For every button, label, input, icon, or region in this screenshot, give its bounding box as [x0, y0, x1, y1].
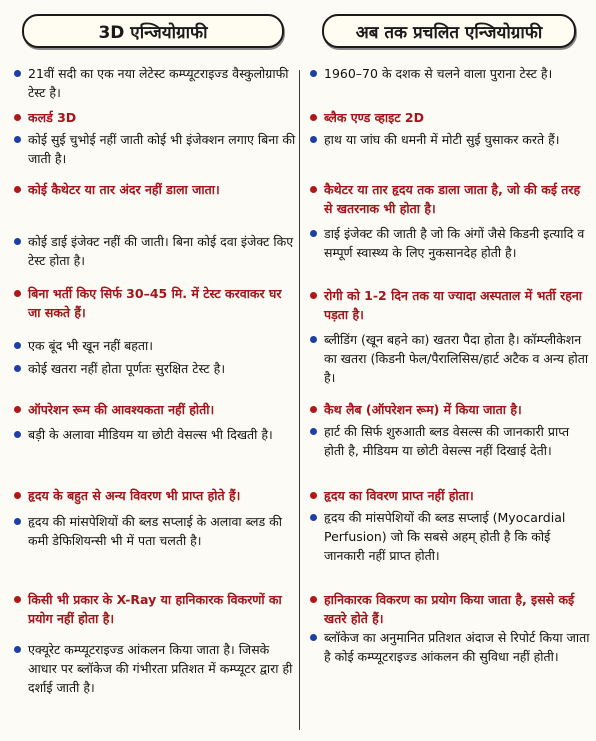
- bullet-icon: [14, 114, 21, 121]
- right-list-item: [302, 330, 592, 387]
- right-list-item: [302, 628, 592, 666]
- right-item-text: कैथेटर या तार हृदय तक डाला जाता है, जो की कई तरह से खतरनाक भी होता है।: [324, 182, 581, 216]
- right-list-item: [302, 400, 592, 419]
- left-item-text: कोई खतरा नहीं होता पूर्णतः सुरक्षित टेस्ट है।: [28, 361, 226, 376]
- left-item-text: कोई सुई चुभोई नहीं जाती कोई भी इंजेक्शन लगाए बिना की जाती है।: [28, 132, 296, 166]
- bullet-icon: [14, 431, 21, 438]
- right-list-item: [302, 486, 592, 505]
- bullet-icon: [310, 292, 317, 299]
- left-item-text: बड़ी के अलावा मीडियम या छोटी वेसल्स भी दिखती है।: [28, 427, 273, 442]
- bullet-icon: [14, 342, 21, 349]
- right-list-item: [302, 508, 592, 565]
- right-list-item: [302, 224, 592, 262]
- bullet-icon: [14, 646, 21, 653]
- left-list-item: [6, 359, 298, 378]
- left-list-item: [6, 284, 298, 322]
- right-list-item: [302, 108, 592, 127]
- left-item-text: कोई कैथेटर या तार अंदर नहीं डाला जाता।: [28, 182, 220, 197]
- right-list-item: [302, 64, 592, 83]
- right-item-text: हाथ या जांघ की धमनी में मोटी सुई घुसाकर करते हैं।: [324, 132, 560, 147]
- right-item-text: डाई इंजेक्ट की जाती है जो कि अंगों जैसे किडनी इत्यादि व सम्पूर्ण स्वास्थ्य के लिए नुकसानदेह होती है।: [324, 226, 585, 260]
- bullet-icon: [14, 186, 21, 193]
- left-item-text: ऑपरेशन रूम की आवश्यकता नहीं होती।: [28, 402, 215, 417]
- right-item-text: ब्लीडिंग (खून बहने का) खतरा पैदा होता है। कॉम्प्लीकेशन का खतरा (किडनी फेल/पैरालिसिस/हार्ट अटैक व अन्य होता है।: [324, 332, 589, 385]
- right-list-item: [302, 180, 592, 218]
- bullet-icon: [310, 186, 317, 193]
- right-list-item: [302, 590, 592, 628]
- bullet-icon: [14, 365, 21, 372]
- bullet-icon: [14, 70, 21, 77]
- right-list-item: [302, 130, 592, 149]
- bullet-icon: [310, 634, 317, 641]
- left-item-text: एक्यूरेट कम्प्यूटराइज्ड आंकलन किया जाता है। जिसके आधार पर ब्लॉकेज की गंभीरता प्रतिशत में कम्प्यूटर द्वारा ही दर्शाई जाती है।: [28, 642, 293, 695]
- right-item-text: ब्लॉकेज का अनुमानित प्रतिशत अंदाज से रिपोर्ट किया जाता है कोई कम्प्यूटराइज्ड आंकलन की सुविधा नहीं होती।: [324, 630, 590, 664]
- bullet-icon: [14, 518, 21, 525]
- bullet-icon: [14, 406, 21, 413]
- bullet-icon: [310, 406, 317, 413]
- bullet-icon: [14, 290, 21, 297]
- left-item-text: किसी भी प्रकार के X-Ray या हानिकारक विकरणों का प्रयोग नहीं होता है।: [28, 592, 282, 626]
- right-item-text: रोगी को 1-2 दिन तक या ज्यादा अस्पताल में भर्ती रहना पड़ता है।: [324, 288, 583, 322]
- bullet-icon: [14, 596, 21, 603]
- bullet-icon: [310, 428, 317, 435]
- left-item-text: हृदय के बहुत से अन्य विवरण भी प्राप्त होते हैं।: [28, 488, 241, 503]
- left-item-text: बिना भर्ती किए सिर्फ 30–45 मि. में टेस्ट करवाकर घर जा सकते हैं।: [28, 286, 282, 320]
- right-item-text: हार्ट की सिर्फ शुरुआती ब्लड वेसल्स की जानकारी प्राप्त होती है, मीडियम या छोटी वेसल्स नहीं दिखाई देती।: [324, 424, 570, 458]
- right-item-text: ब्लैक एण्ड व्हाइट 2D: [324, 110, 425, 125]
- bullet-icon: [310, 136, 317, 143]
- right-list-item: [302, 286, 592, 324]
- right-item-text: हृदय का विवरण प्राप्त नहीं होता।: [324, 488, 474, 503]
- left-list-item: [6, 512, 298, 550]
- bullet-icon: [310, 596, 317, 603]
- left-list-item: [6, 336, 298, 355]
- left-list-item: [6, 64, 298, 102]
- column-divider: [299, 70, 300, 730]
- left-list-item: [6, 130, 298, 168]
- bullet-icon: [14, 238, 21, 245]
- right-item-text: 1960–70 के दशक से चलने वाला पुराना टेस्ट है।: [324, 66, 553, 81]
- right-item-text: हृदय की मांसपेशियों की ब्लड सप्लाई (Myocardial Perfusion) जो कि सबसे अहम् होती है कि कोई जानकारी नहीं प्राप्त होती।: [324, 510, 566, 563]
- bullet-icon: [310, 114, 317, 121]
- right-item-text: हानिकारक विकरण का प्रयोग किया जाता है, इससे कई खतरे होते हैं।: [324, 592, 575, 626]
- left-list-item: [6, 590, 298, 628]
- left-list-item: [6, 425, 298, 444]
- left-list-item: [6, 486, 298, 505]
- left-item-text: कोई डाई इंजेक्ट नहीं की जाती। बिना कोई दवा इंजेक्ट किए टेस्ट होता है।: [28, 234, 294, 268]
- left-list-item: [6, 400, 298, 419]
- bullet-icon: [310, 492, 317, 499]
- bullet-icon: [310, 230, 317, 237]
- left-list-item: [6, 180, 298, 199]
- bullet-icon: [310, 70, 317, 77]
- left-list-item: [6, 232, 298, 270]
- left-list-item: [6, 640, 298, 697]
- right-column-title: अब तक प्रचलित एन्जियोग्राफी: [322, 14, 576, 48]
- left-item-text: हृदय की मांसपेशियों की ब्लड सप्लाई के अलावा ब्लड की कमी डेफिशियन्सी भी में पता चलती है।: [28, 514, 282, 548]
- left-column-title: 3D एन्जियोग्राफी: [22, 14, 284, 48]
- left-item-text: एक बूंद भी खून नहीं बहता।: [28, 338, 154, 353]
- left-item-text: कलर्ड 3D: [28, 110, 77, 125]
- left-item-text: 21वीं सदी का एक नया लेटेस्ट कम्प्यूटराइज्ड वैस्कुलोग्राफी टेस्ट है।: [28, 66, 289, 100]
- right-list-item: [302, 422, 592, 460]
- bullet-icon: [310, 336, 317, 343]
- bullet-icon: [14, 136, 21, 143]
- bullet-icon: [14, 492, 21, 499]
- right-item-text: कैथ लैब (ऑपरेशन रूम) में किया जाता है।: [324, 402, 522, 417]
- bullet-icon: [310, 514, 317, 521]
- left-list-item: [6, 108, 298, 127]
